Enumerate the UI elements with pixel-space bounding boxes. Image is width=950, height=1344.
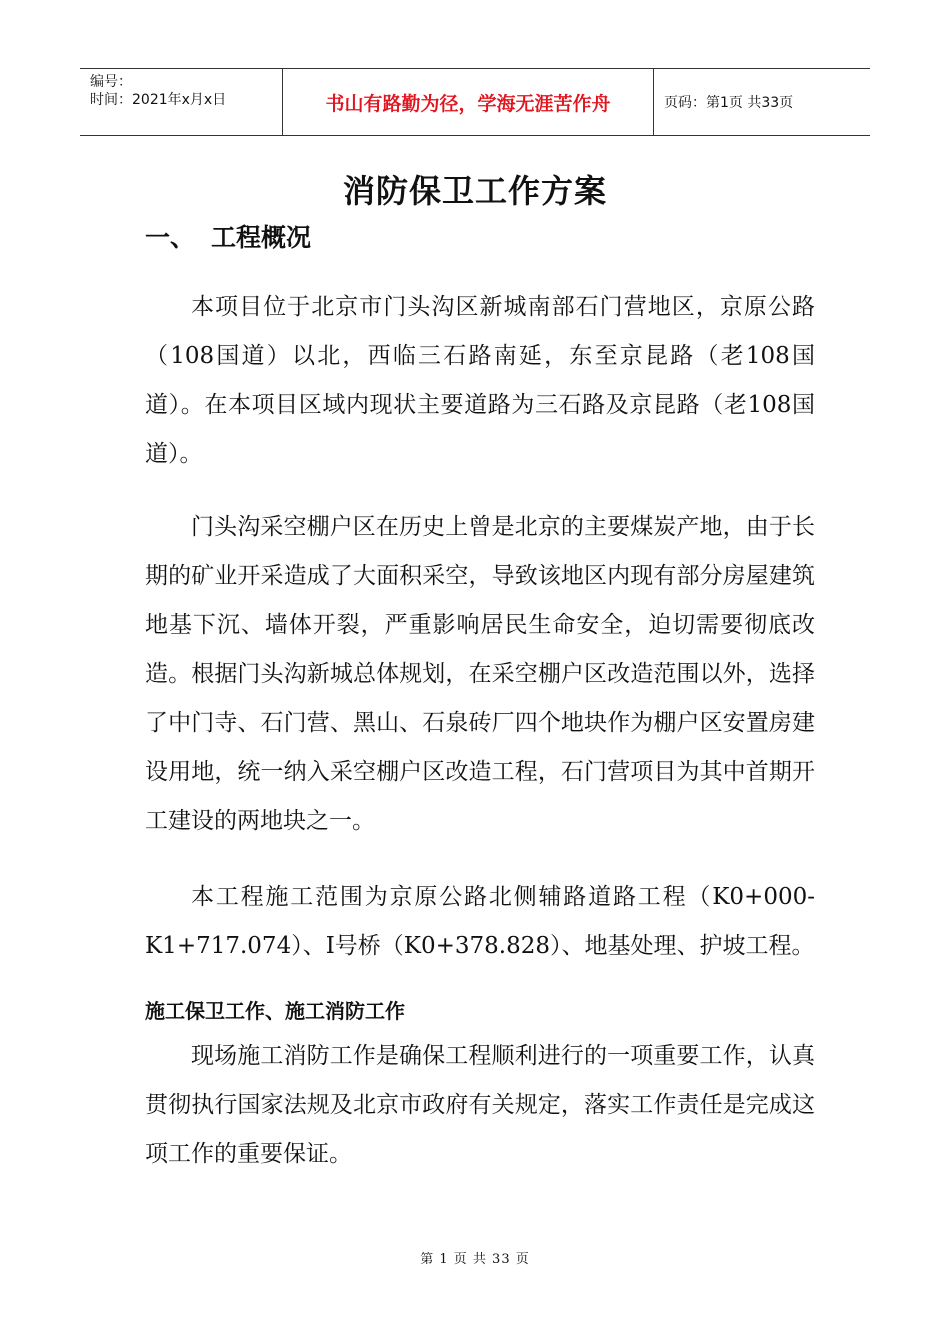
section-heading-overview <box>145 218 311 254</box>
page-header <box>80 68 870 136</box>
paragraph-fire-safety: 现场施工消防工作是确保工程顺利进行的一项重要工作，认真贯彻执行国家法规及北京市政府有关规定，落实工作责任是完成这项工作的重要保证。 <box>145 1043 815 1167</box>
header-meta <box>80 69 282 135</box>
paragraph-project-location: 本项目位于北京市门头沟区新城南部石门营地区，京原公路（108国道）以北，西临三石路南延，东至京昆路（老108国道）。在本项目区域内现状主要道路为三石路及京昆路（老108国道）。 <box>145 294 815 467</box>
paragraph-construction-scope: 本工程施工范围为京原公路北侧辅路道路工程（K0+000-K1+717.074）、I号桥（K0+378.828）、地基处理、护坡工程。 <box>145 884 815 959</box>
document-time-label: 时间：2021年x月x日 <box>90 92 227 108</box>
paragraph-project-background: 门头沟采空棚户区在历史上曾是北京的主要煤炭产地，由于长期的矿业开采造成了大面积采空，导致该地区内现有部分房屋建筑地基下沉、墙体开裂，严重影响居民生命安全，迫切需要彻底改造。根据门头沟新城总体规划，在采空棚户区改造范围以外，选择了中门寺、石门营、黑山、石泉砖厂四个地块作为棚户区安置房建设用地，统一纳入采空棚户区改造工程，石门营项目为其中首期开工建设的两地块之一。 <box>145 514 815 834</box>
header-page-indicator: 页码：第1页 共33页 <box>664 95 794 111</box>
document-title: 消防保卫工作方案 <box>342 172 607 210</box>
section-number: 一、 <box>145 223 196 252</box>
document-number-label: 编号： <box>90 74 132 90</box>
page-footer: 第 1 页 共 33 页 <box>420 1252 530 1267</box>
section-heading-text: 工程概况 <box>211 223 312 252</box>
section-heading-security-fire: 施工保卫工作、施工消防工作 <box>145 999 405 1023</box>
header-motto: 书山有路勤为径，学海无涯苦作舟 <box>282 69 654 135</box>
